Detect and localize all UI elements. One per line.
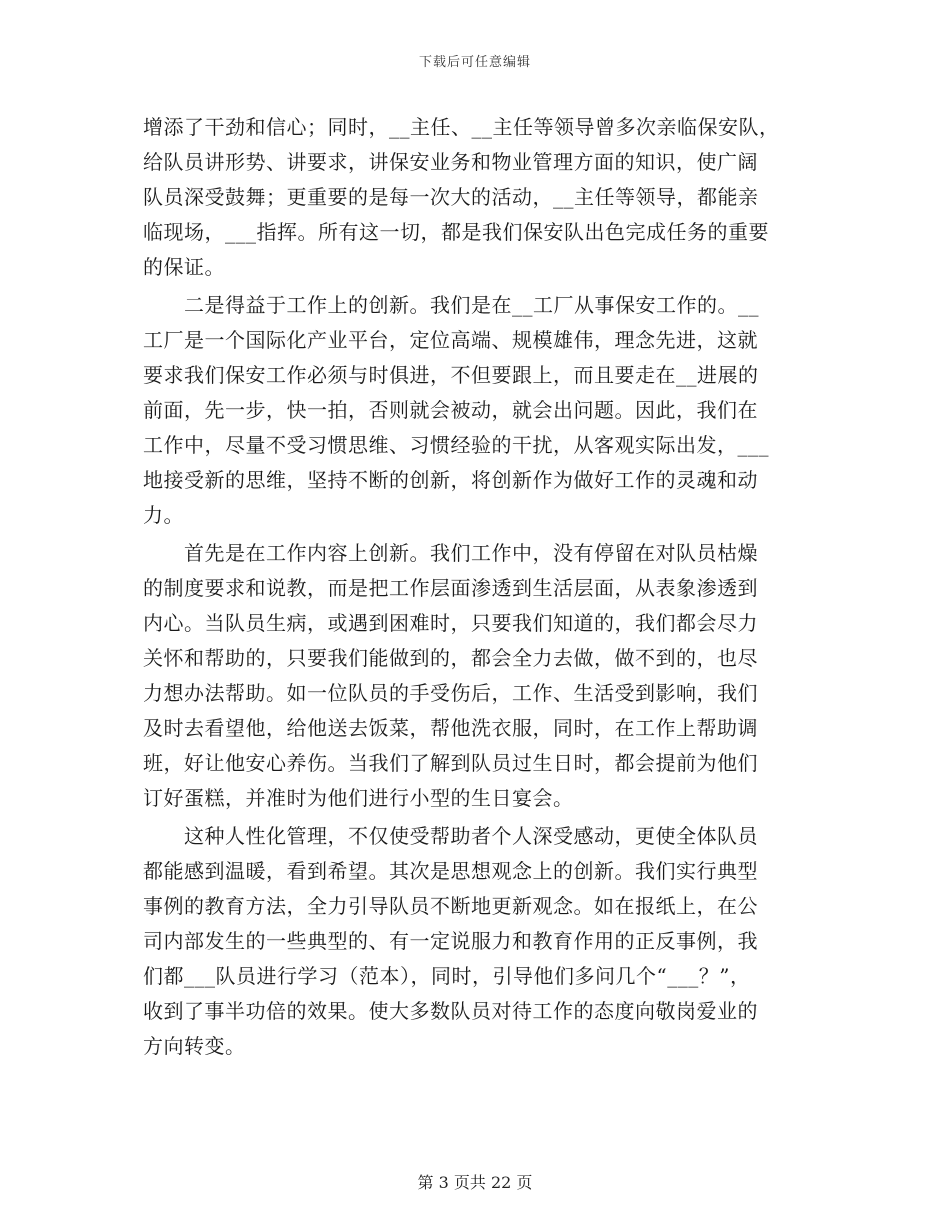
document-body [143, 110, 808, 1064]
text-line: 班，好让他安心养伤。当我们了解到队员过生日时，都会提前为他们 [143, 751, 758, 775]
paragraph [143, 819, 808, 1064]
text-line: 力想办法帮助。如一位队员的手受伤后，工作、生活受到影响，我们 [143, 681, 758, 705]
text-line: 要求我们保安工作必须与时俱进，不但要跟上，而且要走在__进展的 [143, 363, 759, 387]
text-line: 工厂是一个国际化产业平台，定位高端、规模雄伟，理念先进，这就 [143, 328, 758, 352]
text-line: 的保证。 [143, 255, 225, 279]
text-line: 增添了干劲和信心；同时，__主任、__主任等领导曾多次亲临保安队， [143, 115, 780, 139]
text-line: 司内部发生的一些典型的、有一定说服力和教育作用的正反事例，我 [143, 929, 758, 953]
text-line: 队员深受鼓舞；更重要的是每一次大的活动，__主任等领导，都能亲 [143, 185, 759, 209]
text-line: 都能感到温暖，看到希望。其次是思想观念上的创新。我们实行典型 [143, 859, 758, 883]
text-line: 二是得益于工作上的创新。我们是在__工厂从事保安工作的。__ [143, 293, 759, 317]
text-line: 收到了事半功倍的效果。使大多数队员对待工作的态度向敬岗爱业的 [143, 999, 758, 1023]
paragraph [143, 536, 808, 816]
text-line: 方向转变。 [143, 1034, 246, 1058]
page-header: 下载后可任意编辑 [418, 55, 531, 70]
text-line: 关怀和帮助的，只要我们能做到的，都会全力去做，做不到的，也尽 [143, 646, 758, 670]
text-line: 力。 [143, 503, 184, 527]
text-line: 及时去看望他，给他送去饭菜，帮他洗衣服，同时，在工作上帮助调 [143, 716, 758, 740]
paragraph [143, 110, 808, 285]
text-line: 的制度要求和说教，而是把工作层面渗透到生活层面，从表象渗透到 [143, 576, 758, 600]
text-line: 临现场，___指挥。所有这一切，都是我们保安队出色完成任务的重要 [143, 220, 769, 244]
text-line: 们都___队员进行学习（范本），同时，引导他们多问几个“___？”， [143, 964, 751, 988]
text-line: 地接受新的思维，坚持不断的创新，将创新作为做好工作的灵魂和动 [143, 468, 758, 492]
text-line: 给队员讲形势、讲要求，讲保安业务和物业管理方面的知识，使广阔 [143, 150, 758, 174]
paragraph [143, 288, 808, 533]
text-line: 事例的教育方法，全力引导队员不断地更新观念。如在报纸上，在公 [143, 894, 758, 918]
text-line: 订好蛋糕，并准时为他们进行小型的生日宴会。 [143, 786, 574, 810]
text-line: 工作中，尽量不受习惯思维、习惯经验的干扰，从客观实际出发，___ [143, 433, 769, 457]
text-line: 首先是在工作内容上创新。我们工作中，没有停留在对队员枯燥 [143, 541, 758, 565]
text-line: 内心。当队员生病，或遇到困难时，只要我们知道的，我们都会尽力 [143, 611, 758, 635]
page-number: 第 3 页共 22 页 [417, 1173, 533, 1192]
text-line: 这种人性化管理，不仅使受帮助者个人深受感动，更使全体队员 [143, 824, 758, 848]
text-line: 前面，先一步，快一拍，否则就会被动，就会出问题。因此，我们在 [143, 398, 758, 422]
